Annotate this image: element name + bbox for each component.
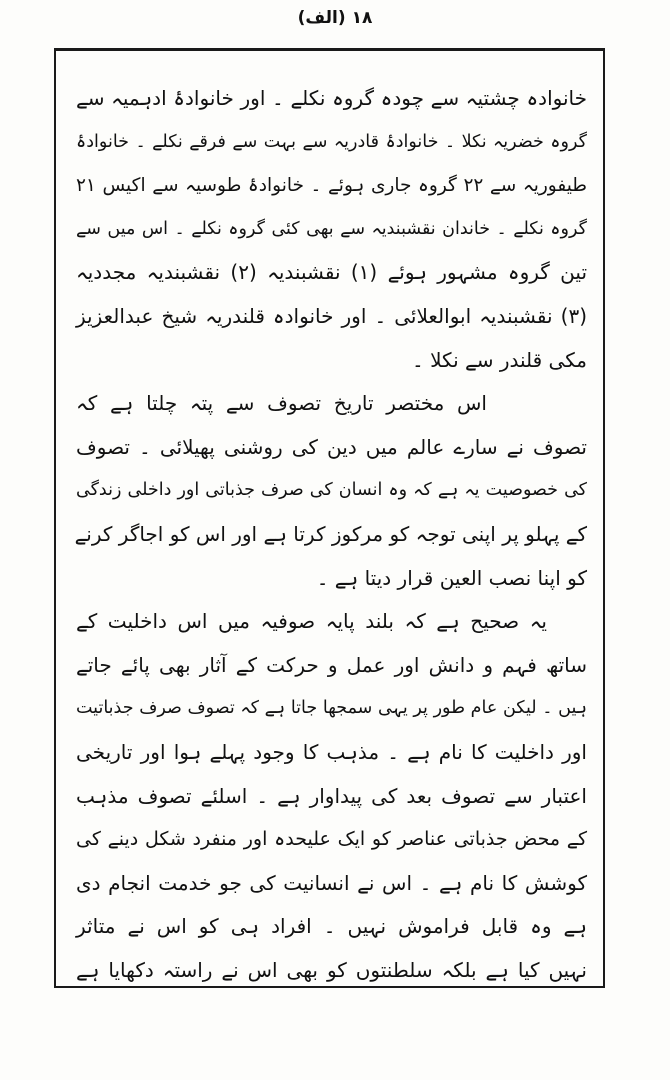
page-number-label: ۱۸ (الف): [297, 8, 373, 28]
text-line: اس مختصر تاریخ تصوف سے پتہ چلتا ہے کہ: [76, 391, 487, 416]
text-line: اعتبار سے تصوف بعد کی پیداوار ہے ۔ اسلئے تصوف مذہب: [76, 783, 587, 808]
text-line: اور داخلیت کا نام ہے ۔ مذہب کا وجود پہلے ہوا اور تاریخی: [76, 739, 587, 764]
paragraph-3: [76, 600, 587, 992]
text-line: یہ صحیح ہے کہ بلند پایہ صوفیہ میں اس داخلیت کے: [76, 609, 547, 634]
text-line: تین گروہ مشہور ہوئے (۱) نقشبندیہ (۲) نقشبندیہ مجددیہ: [76, 260, 588, 285]
text-line: کے محض جذباتی عناصر کو ایک علیحدہ اور منفرد شکل دینے کی: [76, 828, 587, 851]
text-line: ہے وہ قابل فراموش نہیں ۔ افراد ہی کو اس نے متاثر: [76, 914, 587, 939]
text-line: خانوادہ چشتیہ سے چودہ گروہ نکلے ۔ اور خانوادۂ ادہمیہ سے: [76, 86, 587, 110]
text-line: ساتھ فہم و دانش اور عمل و حرکت کے آثار بھی پائے جاتے: [76, 652, 587, 677]
handwritten-text-body: [76, 77, 587, 992]
text-line: ہیں ۔ لیکن عام طور پر یہی سمجھا جاتا ہے کہ تصوف صرف جذباتیت: [76, 698, 587, 719]
text-line: کو اپنا نصب العین قرار دیتا ہے ۔: [316, 565, 587, 590]
text-line: تصوف نے سارے عالم میں دین کی روشنی پھیلائی ۔ تصوف: [76, 434, 587, 459]
paragraph-1: [76, 77, 587, 382]
paragraph-2: [76, 382, 587, 600]
text-line: گروہ خضریہ نکلا ۔ خانوادۂ قادریہ سے بہت سے فرقے نکلے ۔ خانوادۂ: [76, 131, 587, 152]
text-line: (۳) نقشبندیہ ابوالعلائی ۔ اور خانوادہ قلندریہ شیخ عبدالعزیز: [76, 303, 587, 328]
text-line: کوشش کا نام ہے ۔ اس نے انسانیت کی جو خدمت انجام دی: [76, 870, 587, 895]
text-line: طیفوریہ سے ۲۲ گروہ جاری ہوئے ۔ خانوادۂ طوسیہ سے اکیس ۲۱: [76, 175, 587, 197]
text-line: گروہ نکلے ۔ خاندان نقشبندیہ سے بھی کئی گروہ نکلے ۔ اس میں سے: [76, 218, 587, 239]
text-line: کے پہلو پر اپنی توجہ کو مرکوز کرتا ہے اور اس کو اجاگر کرنے: [74, 521, 587, 546]
page-frame: [54, 48, 605, 988]
text-line: مکی قلندر سے نکلا ۔: [412, 347, 587, 372]
text-line: کی خصوصیت یہ ہے کہ وہ انسان کی صرف جذباتی اور داخلی زندگی: [76, 480, 587, 501]
text-line: نہیں کیا ہے بلکہ سلطنتوں کو بھی اس نے راستہ دکھایا ہے: [76, 957, 587, 982]
